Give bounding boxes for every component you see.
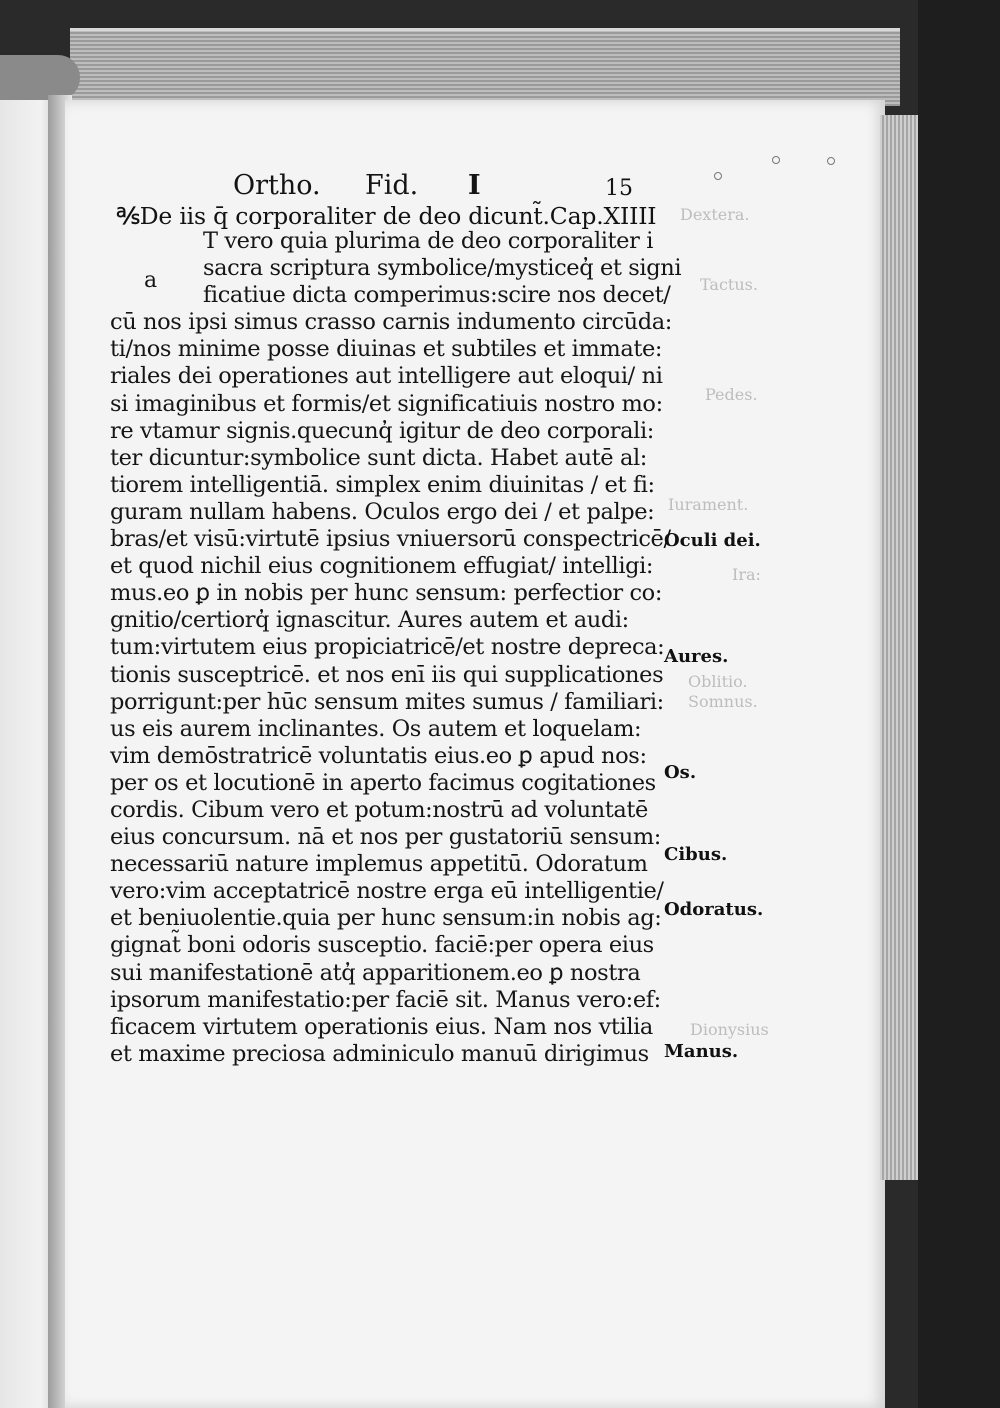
text-line: tionis susceptricē. et nos enī iis qui supplicationes	[110, 661, 664, 688]
text-line: et quod nichil eius cognitionem effugiat/ intelligi:	[110, 553, 654, 580]
margin-note: Aures.	[664, 646, 729, 667]
text-line: T vero quia plurima de deo corporaliter i	[203, 228, 654, 254]
background	[918, 0, 1000, 1408]
text-line: ficatiue dicta comperimus:scire nos decet/	[203, 282, 671, 309]
show-through-text: Pedes.	[705, 385, 758, 404]
guide-letter: a	[144, 268, 158, 293]
page-stack-edge	[880, 115, 918, 1180]
margin-note: Manus.	[664, 1041, 739, 1062]
show-through-text: Tactus.	[700, 275, 758, 294]
text-line: ficacem virtutem operationis eius. Nam nos vtilia	[110, 1013, 653, 1040]
text-line: sacra scriptura symbolice/mysticeq̓ et signi	[203, 255, 682, 282]
decorative-dot	[714, 172, 722, 180]
text-line: necessariū nature implemus appetitū. Odoratum	[110, 851, 648, 878]
text-line: ipsorum manifestatio:per faciē sit. Manus vero:ef:	[110, 986, 661, 1013]
show-through-text: Dionysius	[690, 1020, 769, 1039]
text-line: riales dei operationes aut intelligere aut eloqui/ ni	[110, 363, 663, 390]
running-title: Ortho.	[233, 170, 321, 201]
text-line: et beniuolentie.quia per hunc sensum:in nobis ag:	[110, 905, 662, 932]
text-line: ter dicuntur:symbolice sunt dicta. Habet autē al:	[110, 444, 647, 471]
book-number: I	[468, 170, 481, 201]
decorative-dot	[827, 157, 835, 165]
text-line: ti/nos minime posse diuinas et subtiles et immate:	[110, 336, 663, 363]
body-text	[110, 228, 682, 1068]
margin-note: Odoratus.	[664, 899, 764, 920]
folio-number: 15	[605, 176, 633, 201]
text-line: per os et locutionē in aperto facimus cogitationes	[110, 769, 656, 796]
running-title: Fid.	[365, 170, 419, 201]
chapter-heading: ℁De iis q̄ corporaliter de deo dicunt̃.Cap.XIIII	[116, 202, 657, 230]
text-line: tiorem intelligentiā. simplex enim diuinitas / et fi:	[110, 471, 655, 498]
text-line: us eis aurem inclinantes. Os autem et loquelam:	[110, 715, 642, 742]
text-line: vim demōstratricē voluntatis eius.eo ꝑ apud nos:	[110, 742, 647, 769]
text-line: cordis. Cibum vero et potum:nostrū ad voluntatē	[110, 796, 648, 823]
text-line: sui manifestationē atq̓ apparitionem.eo ꝑ nostra	[110, 959, 641, 986]
show-through-text: Ira:	[732, 565, 761, 584]
text-line: vero:vim acceptatricē nostre erga eū intelligentie/	[110, 878, 664, 905]
text-line: eius concursum. nā et nos per gustatoriū sensum:	[110, 824, 661, 851]
text-line: cū nos ipsi simus crasso carnis indumento circūda:	[110, 309, 672, 336]
show-through-text: Oblitio.	[688, 672, 748, 691]
margin-note: Oculi dei.	[664, 530, 761, 551]
text-line: tum:virtutem eius propiciatricē/et nostre depreca:	[110, 634, 665, 661]
text-line: mus.eo ꝑ in nobis per hunc sensum: perfectior co:	[110, 580, 662, 607]
show-through-text: Iurament.	[668, 495, 749, 514]
text-line: bras/et visū:virtutē ipsius vniuersorū conspectricē/	[110, 526, 671, 553]
decorative-dot	[772, 156, 780, 164]
text-line: porrigunt:per hūc sensum mites sumus / familiari:	[110, 688, 664, 715]
text-line: si imaginibus et formis/et significatiuis nostro mo:	[110, 390, 663, 417]
margin-note: Os.	[664, 762, 697, 783]
binding-clasp	[0, 55, 80, 100]
margin-note: Cibus.	[664, 844, 728, 865]
show-through-text: Somnus.	[688, 692, 758, 711]
text-line: et maxime preciosa adminiculo manuū dirigimus	[110, 1040, 649, 1067]
text-line: guram nullam habens. Oculos ergo dei / et palpe:	[110, 498, 655, 525]
book-page-edge	[70, 28, 900, 106]
text-line: gignat̃ boni odoris susceptio. faciē:per opera eius	[110, 932, 654, 959]
show-through-text: Dextera.	[680, 205, 750, 224]
text-line: re vtamur signis.quecunq̓ igitur de deo corporali:	[110, 417, 654, 444]
text-line: gnitio/certiorq̓ ignascitur. Aures autem et audi:	[110, 607, 629, 634]
